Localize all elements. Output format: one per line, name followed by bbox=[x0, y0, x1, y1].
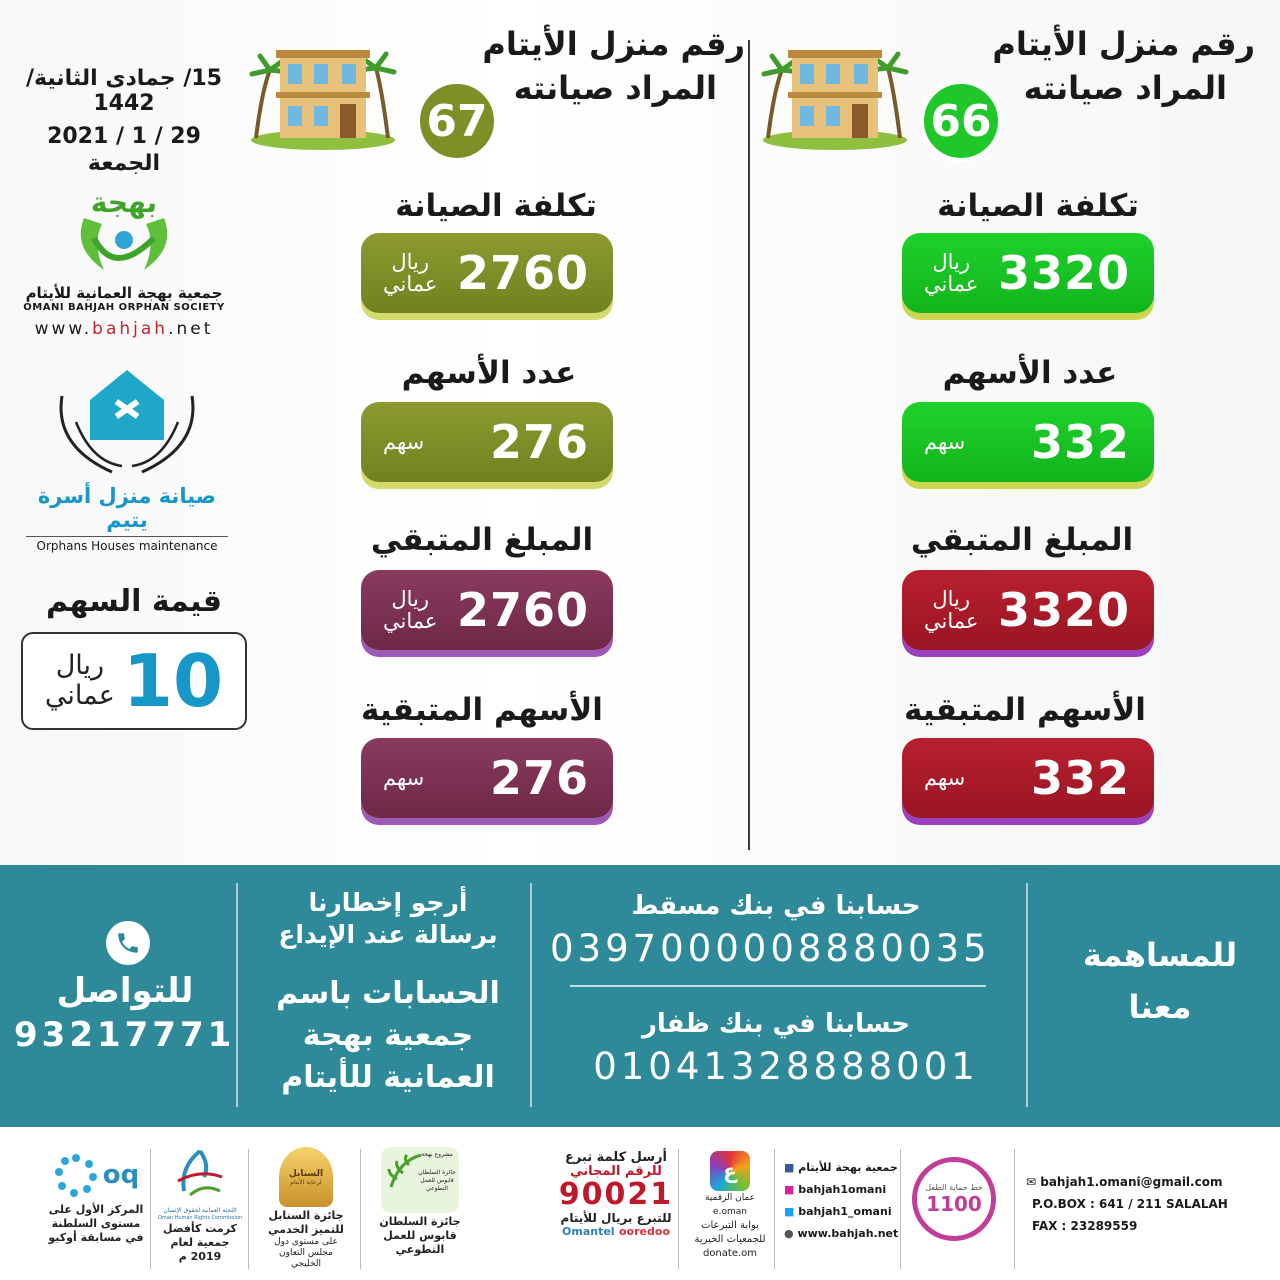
award4-line1: المركز الأول على bbox=[48, 1203, 144, 1216]
award2-line5: الخليجي bbox=[290, 1259, 322, 1269]
remaining-shares-label-left: الأسهم المتبقية bbox=[361, 692, 603, 728]
remaining-amount-label-left: المبلغ المتبقي bbox=[370, 522, 594, 558]
notify-text bbox=[246, 887, 530, 951]
twitter-text: bahjah1_omani bbox=[798, 1205, 892, 1218]
oq-logo-text: oq bbox=[102, 1160, 140, 1190]
remaining-amount-pill-left bbox=[361, 570, 613, 650]
project-name-ar: صيانة منزل أسرة يتيم bbox=[37, 484, 217, 532]
house-title-line1: رقم منزل الأيتام bbox=[482, 25, 745, 63]
donation-band bbox=[0, 865, 1280, 1127]
share-value-amount: 10 bbox=[122, 639, 224, 723]
award-human-rights bbox=[154, 1147, 246, 1264]
award3-line3: 2019 م bbox=[178, 1250, 222, 1263]
footer-separator bbox=[248, 1149, 249, 1269]
currency-unit bbox=[383, 588, 437, 632]
house-illustration-icon bbox=[248, 40, 398, 150]
riyal-text: ريال bbox=[932, 250, 971, 274]
house-illustration-icon bbox=[760, 40, 910, 150]
footer-separator bbox=[150, 1149, 151, 1269]
footer-separator bbox=[1014, 1149, 1015, 1269]
bahjah-logo-text: بهجة bbox=[90, 186, 158, 219]
footer-fax: FAX : 23289559 bbox=[1032, 1219, 1138, 1233]
award3-badge-en: Oman Human Rights Commission bbox=[157, 1215, 243, 1221]
share-unit: سهم bbox=[383, 766, 425, 790]
contact-label: للتواصل bbox=[56, 971, 194, 1011]
instagram-text: bahjah1omani bbox=[798, 1183, 887, 1196]
twitter-link[interactable] bbox=[784, 1201, 900, 1223]
shares-pill-left bbox=[361, 402, 613, 482]
shares-label-right: عدد الأسهم bbox=[942, 355, 1118, 391]
house-number-right: 66 bbox=[920, 80, 1002, 162]
award1-line2: قابوس للعمل bbox=[383, 1229, 457, 1242]
sms-number[interactable]: 90021 bbox=[558, 1177, 674, 1212]
footer-separator bbox=[900, 1149, 901, 1269]
remaining-shares-pill-left bbox=[361, 738, 613, 818]
date-gregorian: 2021 / 1 / 29 bbox=[47, 124, 201, 149]
facebook-icon: ■ bbox=[784, 1161, 799, 1174]
share-value-title: قيمة السهم bbox=[45, 584, 223, 619]
website-text: www.bahjah.net bbox=[797, 1227, 899, 1240]
share-unit-omani: عماني bbox=[44, 680, 115, 711]
accounts-line1: الحسابات باسم bbox=[276, 976, 500, 1011]
omani-text: عماني bbox=[383, 609, 438, 633]
award2-line4: مجلس التعاون bbox=[279, 1248, 333, 1258]
band-divider bbox=[236, 883, 238, 1107]
twitter-icon: ■ bbox=[784, 1205, 799, 1218]
currency-unit bbox=[924, 251, 978, 295]
accounts-owner bbox=[246, 973, 530, 1099]
contribute-line1: للمساهمة bbox=[1082, 936, 1238, 974]
email-icon: ✉ bbox=[1026, 1175, 1041, 1189]
sms-donation bbox=[556, 1151, 676, 1238]
accounts-line2: جمعية بهجة bbox=[302, 1018, 474, 1053]
project-name-en: Orphans Houses maintenance bbox=[26, 536, 228, 553]
eoman-logo-icon: ع bbox=[710, 1151, 750, 1191]
footer-pobox: P.O.BOX : 641 / 211 SALALAH bbox=[1032, 1197, 1228, 1211]
award1-badge-line2: جائزة السلطان قابوس للعمل التطوعي bbox=[418, 1169, 456, 1192]
date-block bbox=[4, 66, 244, 176]
currency-unit bbox=[924, 588, 978, 632]
share-unit-riyal: ريال bbox=[55, 650, 105, 681]
sms-line1: أرسل كلمة تبرع bbox=[564, 1150, 667, 1165]
project-name bbox=[20, 484, 234, 553]
share-value-unit bbox=[45, 651, 115, 711]
facebook-link[interactable] bbox=[784, 1157, 900, 1179]
omani-text: عماني bbox=[924, 609, 979, 633]
remaining-shares-pill-right bbox=[902, 738, 1154, 818]
riyal-text: ريال bbox=[391, 587, 430, 611]
dhofar-label: حسابنا في بنك ظفار bbox=[641, 1009, 911, 1039]
footer bbox=[0, 1127, 1280, 1280]
house-title-line1: رقم منزل الأيتام bbox=[992, 25, 1255, 63]
remaining-amount-value-left: 2760 bbox=[456, 583, 589, 637]
cost-label-right: تكلفة الصيانة bbox=[937, 188, 1139, 224]
accounts-line3: العمانية للأيتام bbox=[281, 1060, 495, 1095]
muscat-account[interactable]: 0397000008880035 bbox=[550, 927, 991, 970]
oq-logo-icon bbox=[44, 1147, 148, 1203]
eoman-logo-text: e.oman bbox=[713, 1207, 747, 1217]
award1-line1: جائزة السلطان bbox=[379, 1215, 461, 1228]
remaining-amount-label-right: المبلغ المتبقي bbox=[910, 522, 1134, 558]
cost-value-left: 2760 bbox=[456, 246, 589, 300]
house-title-line2: المراد صيانته bbox=[513, 69, 717, 107]
contribute-line2: معنا bbox=[1128, 988, 1192, 1026]
share-value-box bbox=[21, 632, 247, 730]
omantel-logo: Omantel bbox=[562, 1225, 615, 1238]
footer-contact bbox=[1026, 1171, 1276, 1237]
contact-phone[interactable]: 93217771 bbox=[14, 1015, 236, 1055]
award-sanabel bbox=[256, 1147, 356, 1270]
sms-line2: للرقم المجاني bbox=[570, 1164, 662, 1179]
hands-house-icon bbox=[52, 366, 202, 478]
column-divider bbox=[748, 40, 750, 850]
award-oq bbox=[44, 1147, 148, 1245]
hotline-caption: خط حماية الطفل bbox=[925, 1182, 983, 1192]
award1-line3: التطوعي bbox=[395, 1243, 445, 1256]
remaining-amount-pill-right bbox=[902, 570, 1154, 650]
footer-email[interactable] bbox=[1026, 1171, 1276, 1193]
shares-label-left: عدد الأسهم bbox=[401, 355, 577, 391]
band-divider bbox=[1026, 883, 1028, 1107]
contribute-text bbox=[1040, 929, 1280, 1033]
award4-line2: مستوى السلطنة bbox=[51, 1217, 141, 1230]
share-unit: سهم bbox=[924, 766, 966, 790]
society-name-en: OMANI BAHJAH ORPHAN SOCIETY bbox=[23, 302, 225, 313]
notify-line1: أرجو إخطارنا bbox=[308, 888, 468, 917]
society-name-ar: جمعية بهجة العمانية للأيتام bbox=[25, 284, 223, 302]
operator-logos bbox=[556, 1225, 676, 1238]
child-hotline-badge bbox=[912, 1157, 996, 1241]
instagram-icon: ■ bbox=[784, 1183, 799, 1196]
cost-label-left: تكلفة الصيانة bbox=[395, 188, 597, 224]
cost-pill-right bbox=[902, 233, 1154, 313]
remaining-amount-value-right: 3320 bbox=[997, 583, 1130, 637]
award3-line2: جمعية لعام bbox=[170, 1236, 230, 1249]
award1-badge-line1: مشروع بهجة bbox=[421, 1151, 453, 1158]
phone-icon[interactable] bbox=[106, 921, 150, 965]
remaining-shares-value-right: 332 bbox=[1030, 751, 1130, 805]
shares-pill-right bbox=[902, 402, 1154, 482]
ooredoo-logo: ooredoo bbox=[619, 1225, 670, 1238]
share-unit: سهم bbox=[383, 430, 425, 454]
award-sultan-qaboos bbox=[370, 1147, 470, 1257]
band-divider bbox=[530, 883, 532, 1107]
award-sanabel-logo-icon bbox=[279, 1147, 333, 1207]
house-title-right bbox=[950, 22, 1255, 110]
award-sultan-qaboos-logo-icon bbox=[381, 1147, 459, 1213]
footer-separator bbox=[360, 1149, 361, 1269]
award3-badge-ar: اللجنة العمانية لحقوق الإنسان bbox=[163, 1207, 237, 1214]
eoman-line1: بوابة التبرعات bbox=[701, 1220, 759, 1231]
eoman-site[interactable]: donate.om bbox=[702, 1248, 758, 1259]
footer-separator bbox=[774, 1149, 775, 1269]
instagram-link[interactable] bbox=[784, 1179, 900, 1201]
eoman-caption: عمان الرقمية bbox=[704, 1193, 756, 1203]
award2-line1: جائزة السنابل bbox=[268, 1209, 344, 1222]
shares-value-left: 276 bbox=[489, 415, 589, 469]
muscat-label: حسابنا في بنك مسقط bbox=[631, 891, 921, 921]
cost-value-right: 3320 bbox=[997, 246, 1130, 300]
award2-badge-line1: السنابل bbox=[288, 1168, 324, 1179]
omani-text: عماني bbox=[383, 272, 438, 296]
remaining-shares-value-left: 276 bbox=[489, 751, 589, 805]
website-prefix: www. bbox=[34, 319, 93, 339]
notify-line2: برسالة عند الإيداع bbox=[278, 920, 498, 949]
shares-value-right: 332 bbox=[1030, 415, 1130, 469]
house-number-left: 67 bbox=[416, 80, 498, 162]
bahjah-logo-icon bbox=[64, 178, 184, 280]
footer-social bbox=[784, 1157, 900, 1245]
riyal-text: ريال bbox=[932, 587, 971, 611]
award2-badge-line2: لرعاية الأيتام bbox=[290, 1178, 322, 1186]
date-day: الجمعة bbox=[87, 151, 161, 176]
date-hijri: 15/ جمادى الثانية/ 1442 bbox=[26, 66, 222, 116]
footer-email-text: bahjah1.omani@gmail.com bbox=[1040, 1175, 1223, 1189]
footer-separator bbox=[678, 1149, 679, 1269]
award2-line3: على مستوى دول bbox=[274, 1237, 338, 1247]
eoman-line2: للجمعيات الخيرية bbox=[694, 1234, 766, 1245]
website-suffix: .net bbox=[168, 319, 214, 339]
riyal-text: ريال bbox=[391, 250, 430, 274]
hotline-number: 1100 bbox=[926, 1191, 982, 1216]
omani-text: عماني bbox=[924, 272, 979, 296]
house-title-line2: المراد صيانته bbox=[1023, 69, 1227, 107]
eoman-block bbox=[688, 1151, 772, 1261]
society-website bbox=[16, 319, 232, 339]
currency-unit bbox=[383, 251, 437, 295]
society-name bbox=[16, 284, 232, 339]
website-link[interactable] bbox=[784, 1223, 900, 1245]
dhofar-account[interactable]: 01041328888001 bbox=[593, 1045, 979, 1088]
remaining-shares-label-right: الأسهم المتبقية bbox=[904, 692, 1146, 728]
facebook-text: جمعية بهجة للأيتام bbox=[798, 1161, 898, 1174]
award4-line3: في مسابقة أوكيو bbox=[48, 1231, 144, 1244]
share-unit: سهم bbox=[924, 430, 966, 454]
cost-pill-left bbox=[361, 233, 613, 313]
website-brand: bahjah bbox=[92, 319, 169, 339]
award3-line1: كرمت كأفضل bbox=[163, 1222, 237, 1235]
accounts-divider bbox=[570, 985, 986, 987]
award2-line2: للتميز الخدمي bbox=[268, 1223, 344, 1236]
globe-icon: ● bbox=[784, 1227, 798, 1240]
sms-line3: للتبرع بريال للأيتام bbox=[560, 1211, 672, 1225]
human-rights-logo-icon bbox=[170, 1147, 230, 1203]
